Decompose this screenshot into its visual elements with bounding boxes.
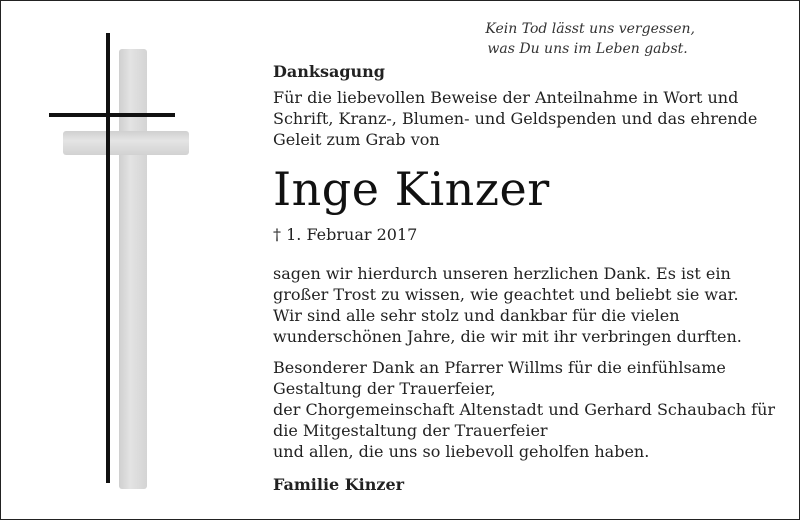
cross-line-horizontal <box>49 113 175 117</box>
thanks-line: sagen wir hierdurch unseren herzlichen Dank. Es ist ein <box>273 264 731 283</box>
deceased-name: Inge Kinzer <box>273 162 550 216</box>
motto-quote <box>485 19 695 59</box>
motto-line: was Du uns im Leben gabst. <box>487 41 688 57</box>
intro-line: Schrift, Kranz-, Blumen- und Geldspenden und das ehrende <box>273 109 758 128</box>
special-thanks-line: Gestaltung der Trauerfeier, <box>273 379 496 398</box>
thanks-line: wunderschönen Jahre, die wir mit ihr verbringen durften. <box>273 327 742 346</box>
main-content <box>273 61 776 496</box>
death-date: † 1. Februar 2017 <box>273 225 418 244</box>
intro-line: Geleit zum Grab von <box>273 130 440 149</box>
cross-shadow-horizontal <box>63 131 189 155</box>
cross-icon <box>41 29 181 499</box>
family-signature: Familie Kinzer <box>273 475 405 494</box>
intro-text <box>273 87 773 150</box>
thanks-line: Wir sind alle sehr stolz und dankbar für die vielen <box>273 306 680 325</box>
thanks-paragraph <box>273 263 773 347</box>
heading-danksagung: Danksagung <box>273 62 385 81</box>
intro-line: Für die liebevollen Beweise der Anteilnahme in Wort und <box>273 88 739 107</box>
cross-line-vertical <box>106 33 110 483</box>
special-thanks-line: der Chorgemeinschaft Altenstadt und Gerhard Schaubach für <box>273 400 776 419</box>
special-thanks-paragraph <box>273 357 776 462</box>
motto-line: Kein Tod lässt uns vergessen, <box>485 21 695 37</box>
special-thanks-line: Besonderer Dank an Pfarrer Willms für die einfühlsame <box>273 358 726 377</box>
special-thanks-line: die Mitgestaltung der Trauerfeier <box>273 421 548 440</box>
special-thanks-line: und allen, die uns so liebevoll geholfen haben. <box>273 442 650 461</box>
thanks-line: großer Trost zu wissen, wie geachtet und beliebt sie war. <box>273 285 739 304</box>
